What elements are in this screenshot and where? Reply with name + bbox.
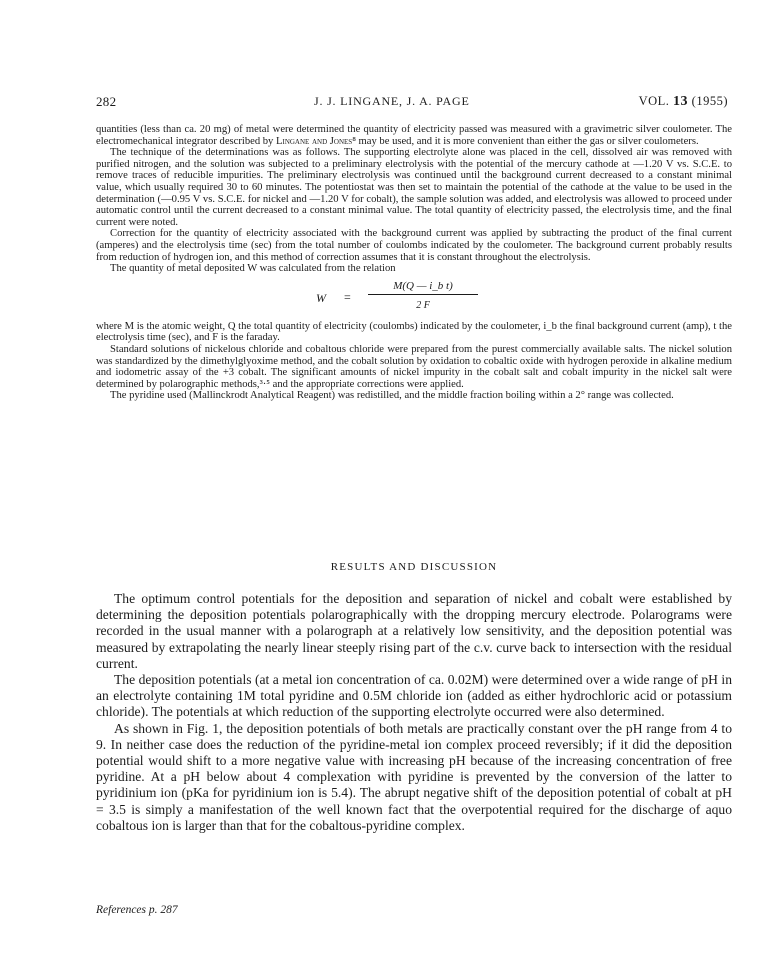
equation bbox=[96, 281, 732, 317]
paragraph-standard-solutions: Standard solutions of nickelous chloride and cobaltous chloride were prepared from the purest commercially available salts. The nickel solution was standardized by the dimethylglyoxime method, and the cobalt solution by oxidation to cobaltic oxide with hydrogen peroxide in alkaline medium and iodometric assay of the +3 cobalt. The significant amounts of nickel impurity in the cobalt salt and cobalt impurity in the nickel salt were determined by polarographic methods,³·⁵ and the appropriate corrections were applied. bbox=[96, 343, 732, 390]
paragraph-correction: Correction for the quantity of electricity associated with the background current was applied by subtracting the product of the final current (amperes) and the electrolysis time (sec) from the total number of coulombs indicated by the coulometer. The background current probably results from reduction of hydrogen ion, and this method of correction assumes that it is constant throughout the electrolysis. bbox=[96, 228, 732, 263]
section-heading: RESULTS AND DISCUSSION bbox=[330, 561, 498, 573]
equation-lhs: W bbox=[316, 290, 326, 305]
paragraph-pyridine: The pyridine used (Mallinckrodt Analytical Reagent) was redistilled, and the middle fraction boiling within a 2° range was collected. bbox=[110, 390, 674, 402]
paragraph-coulometer: quantities (less than ca. 20 mg) of metal were determined the quantity of electricity passed was measured with a gravimetric silver coulometer. The electromechanical integrator described by Lingane and Jones⁸ may be used, and it is more convenient than either the gas or silver coulometers. bbox=[96, 124, 732, 147]
equation-denominator: 2 F bbox=[416, 299, 430, 311]
equation-numerator: M(Q — i_b t) bbox=[368, 281, 478, 296]
methods-small-text bbox=[96, 124, 732, 402]
paragraph-fig1-discussion: As shown in Fig. 1, the deposition potentials of both metals are practically constant over the pH range from 4 to 9. In neither case does the reduction of the pyridine-metal ion complex proceed reversibly; if it did the deposition potential would shift to a more negative value with increasing pH because of the increasing concentration of free pyridine. At a pH below about 4 complexation with pyridine is prevented by the conversion of the latter to pyridinium ion (pKa for pyridinium ion is 5.4). The abrupt negative shift of the deposition potential of cobalt at pH = 3.5 is simply a manifestation of the well known fact that the overpotential required for the discharge of aquo cobaltous ion is larger than that for the cobaltous-pyridine complex. bbox=[96, 720, 732, 833]
cited-authors: Lingane and Jones bbox=[276, 135, 353, 147]
references-note: References p. 287 bbox=[96, 904, 178, 916]
results-text bbox=[96, 591, 732, 834]
running-authors: J. J. LINGANE, J. A. PAGE bbox=[314, 94, 470, 108]
page-number: 282 bbox=[96, 94, 117, 109]
running-header bbox=[96, 94, 728, 112]
year: (1955) bbox=[691, 94, 728, 108]
paragraph-deposition-potentials: The deposition potentials (at a metal ion concentration of ca. 0.02M) were determined over a wide range of pH in an electrolyte containing 1M total pyridine and 0.5M chloride ion (added as either hydrochloric acid or potassium chloride). The potentials at which reduction of the supporting electrolyte occurred were also determined. bbox=[96, 672, 732, 720]
equation-equals: = bbox=[344, 289, 351, 304]
volume-prefix: VOL. bbox=[638, 94, 670, 108]
paragraph-control-potentials: The optimum control potentials for the deposition and separation of nickel and cobalt were established by determining the deposition potentials polarographically with the dropping mercury electrode. Polarograms were recorded in the usual manner with a polarograph at a relatively low sensitivity, and the deposition potential was measured by extrapolating the nearly linear steeply rising part of the c.v. curve back to intersection with the residual current. bbox=[96, 591, 732, 671]
paragraph-variable-defs: where M is the atomic weight, Q the total quantity of electricity (coulombs) indicated by the coulometer, i_b the final background current (amp), t the electrolysis time (sec), and F is the faraday. bbox=[96, 320, 732, 344]
paragraph-technique: The technique of the determinations was as follows. The supporting electrolyte alone was placed in the cell, dissolved air was removed with purified nitrogen, and the solution was subjected to a preliminary electrolysis with the potential of the mercury cathode at —1.20 V vs. S.C.E. to remove traces of reducible impurities. The preliminary electrolysis was continued until the background current decreased to a constant minimal value, which usually required 30 to 60 minutes. The potentiostat was then set to maintain the potential of the cathode at the value to be used in the determination (—0.95 V vs. S.C.E. for nickel and —1.20 V for cobalt), the sample solution was added, and electrolysis was allowed to proceed under automatic control until the current decreased to a constant minimal value. The total quantity of electricity passed, the electrolysis time, and the final current were noted. bbox=[96, 147, 732, 228]
volume-info bbox=[639, 94, 728, 110]
volume-number: 13 bbox=[673, 94, 689, 109]
paragraph-relation-intro: The quantity of metal deposited W was calculated from the relation bbox=[110, 263, 396, 275]
